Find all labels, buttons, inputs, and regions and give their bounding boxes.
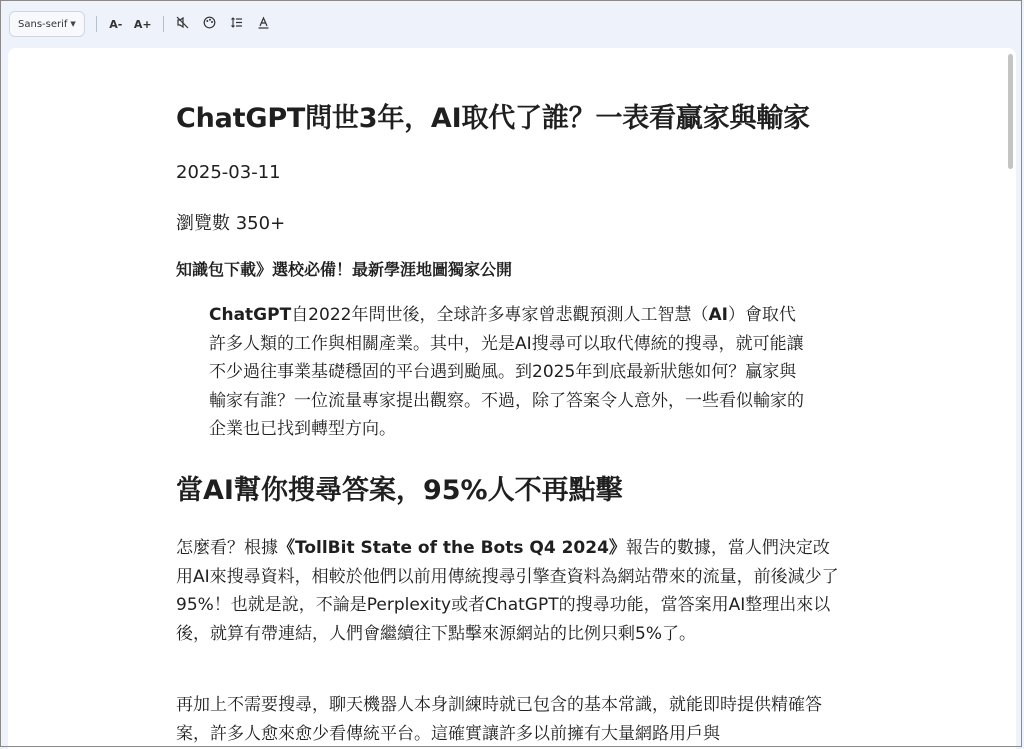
section-heading: 當AI幫你搜尋答案，95%人不再點擊 bbox=[176, 475, 623, 506]
reader-content bbox=[8, 48, 1016, 749]
theme-button[interactable] bbox=[199, 12, 221, 36]
chevron-down-icon: ▼ bbox=[70, 20, 76, 28]
toolbar-divider bbox=[163, 16, 164, 32]
increase-font-label: A+ bbox=[133, 17, 152, 31]
text-to-speech-button[interactable] bbox=[172, 12, 194, 36]
lead-text-1: 自2022年問世後，全球許多專家曾悲觀預測人工智慧（ bbox=[291, 305, 709, 325]
font-family-select[interactable] bbox=[9, 11, 85, 37]
text-to-speech-off-icon bbox=[176, 16, 189, 32]
article-title: ChatGPT問世3年，AI取代了誰？一表看贏家與輸家 bbox=[176, 103, 810, 134]
article-date: 2025-03-11 bbox=[176, 162, 281, 183]
decrease-font-button[interactable] bbox=[105, 12, 127, 36]
view-count: 瀏覽數 350+ bbox=[176, 213, 286, 234]
scrollbar[interactable] bbox=[1008, 54, 1013, 169]
body-paragraph-2: 再加上不需要搜尋，聊天機器人本身訓練時就已包含的基本常識，就能即時提供精確答案，許多人愈來愈少看傳統平台。這確實讓許多以前擁有大量網路用戶與 bbox=[176, 695, 822, 744]
font-family-label: Sans-serif bbox=[18, 18, 68, 30]
report-title: 《TollBit State of the Bots Q4 2024》 bbox=[278, 538, 626, 558]
reader-toolbar bbox=[0, 0, 1024, 48]
toolbar-divider bbox=[96, 16, 97, 32]
lead-paragraph bbox=[209, 301, 809, 444]
lead-bold-ai: AI bbox=[708, 305, 728, 325]
text-style-icon bbox=[257, 16, 270, 32]
lead-bold-text: ChatGPT bbox=[209, 305, 292, 325]
decrease-font-label: A- bbox=[109, 17, 123, 31]
palette-icon bbox=[203, 16, 216, 32]
text-style-button[interactable] bbox=[253, 12, 275, 36]
promo-link[interactable]: 知識包下載》選校必備！最新學涯地圖獨家公開 bbox=[176, 260, 513, 279]
line-spacing-icon bbox=[230, 16, 243, 32]
increase-font-button[interactable] bbox=[132, 12, 154, 36]
p1-text-1: 怎麼看？根據 bbox=[176, 538, 278, 558]
lead-text-2: ）會取代許多人類的工作與相關產業。其中，光是AI搜尋可以取代傳統的搜尋，就可能讓不少過往事業基礎穩固的平台遇到颱風。到2025年到底最新狀態如何？贏家與輸家有誰？一位流量專家提出觀察。不過，除了答案令人意外，一些看似輸家的企業也已找到轉型方向。 bbox=[209, 305, 804, 439]
line-spacing-button[interactable] bbox=[226, 12, 248, 36]
body-paragraph-1 bbox=[176, 534, 844, 648]
p1-text-2: 報告的數據，當人們決定改用AI來搜尋資料，相較於他們以前用傳統搜尋引擎查資料為網站帶來的流量，前後減少了95%！也就是說，不論是Perplexity或者ChatGPT的搜尋功能，當答案用AI整理出來以後，就算有帶連結，人們會繼續往下點擊來源網站的比例只剩5%了。 bbox=[176, 538, 839, 644]
